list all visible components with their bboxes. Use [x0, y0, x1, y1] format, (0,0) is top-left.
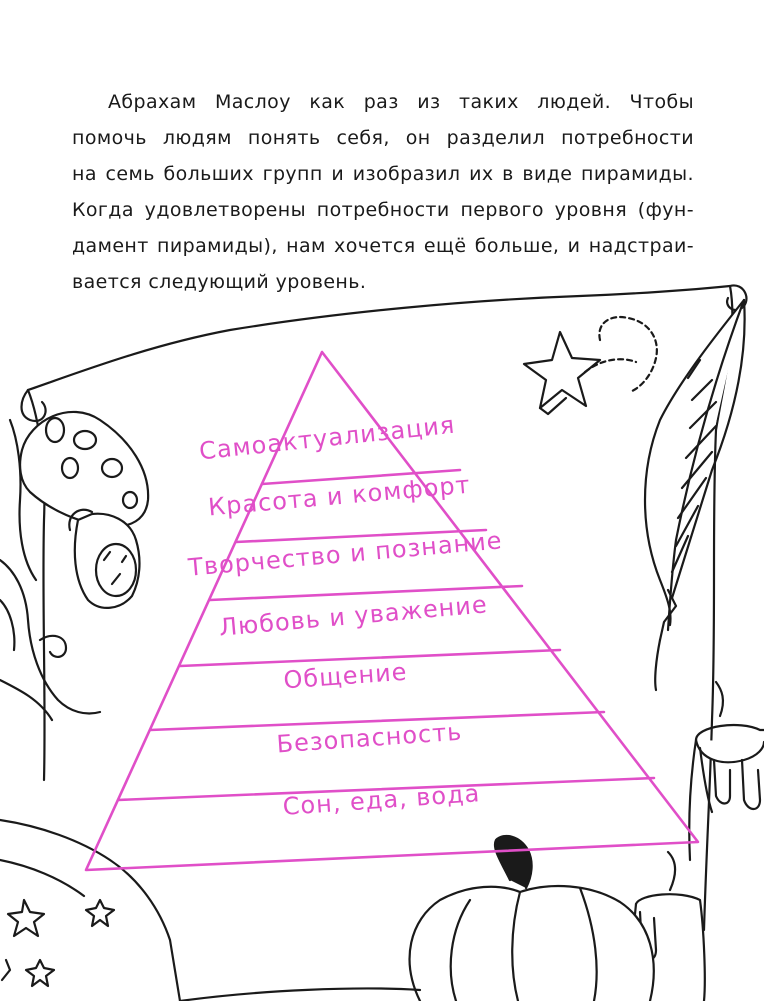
mushroom [20, 412, 148, 608]
pyramid-level-1: Самоактуализация [197, 410, 457, 466]
paragraph-line-1: Абрахам Маслоу как раз из таких людей. Чтобы [108, 91, 694, 113]
paragraph-line-3: на семь больших групп и изобразил их в виде пирамиды. [72, 163, 694, 185]
candle [689, 682, 764, 860]
pyramid-level-5: Общение [282, 657, 409, 695]
paragraph-line-4: Когда удовлетворены потребности первого уровня (фун- [72, 199, 694, 221]
paragraph-line-5: дамент пирамиды), нам хочется ещё больше, и надстраи- [72, 235, 694, 257]
feather [645, 300, 745, 690]
star-charm [524, 317, 657, 414]
pyramid-level-7: Сон, еда, вода [281, 779, 482, 821]
pumpkin [410, 836, 654, 1001]
spellbook [0, 820, 180, 1001]
ground-line [180, 988, 420, 1001]
pyramid-level-6: Безопасность [275, 717, 464, 759]
paragraph-line-2: помочь людям понять себя, он разделил потребности [72, 127, 694, 149]
pyramid-level-3: Творчество и познание [187, 526, 504, 582]
paragraph-line-6: вается следующий уровень. [72, 271, 367, 293]
pyramid-level-2: Красота и комфорт [207, 470, 472, 522]
pyramid-level-4: Любовь и уважение [217, 590, 489, 642]
